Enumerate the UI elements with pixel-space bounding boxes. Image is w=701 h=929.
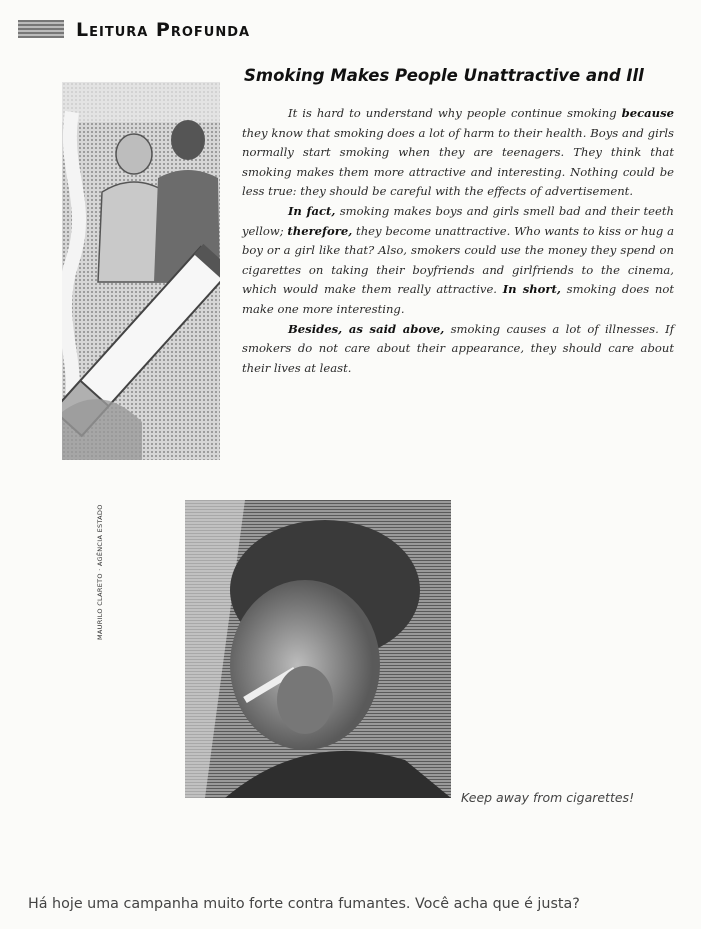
paragraph-1-text-b: they know that smoking does a lot of harm to their health. Boys and girls normally start smoking when they are teenagers. They think that smoking makes them more attractive and interesting. Nothing could be less true: they should be careful with the effects of advertisement. <box>242 125 674 199</box>
connector-in-short: In short, <box>502 282 561 297</box>
cigarette-illustration <box>62 82 220 460</box>
paragraph-1 <box>242 104 674 202</box>
connector-therefore: therefore, <box>287 223 353 238</box>
paragraph-3 <box>242 320 674 379</box>
photo-credit: MAURILO CLARETO · AGÊNCIA ESTADO <box>96 504 104 640</box>
section-title: Leitura Profunda <box>76 19 251 41</box>
paragraph-3-text: smoking causes a lot of illnesses. If smokers do not care about their appearance, they should care about their lives at least. <box>242 321 674 375</box>
discussion-question: Há hoje uma campanha muito forte contra fumantes. Você acha que é justa? <box>28 896 580 912</box>
connector-in-fact: In fact, <box>288 203 336 218</box>
photo-caption: Keep away from cigarettes! <box>461 790 635 805</box>
paragraph-2-text-a: smoking makes boys and girls smell bad and their teeth yellow; <box>242 203 674 238</box>
article-title: Smoking Makes People Unattractive and Ill <box>244 66 644 85</box>
paragraph-2 <box>242 202 674 320</box>
paragraph-2-text-b: they become unattractive. Who wants to kiss or hug a boy or a girl like that? Also, smokers could use the money they spend on cigarettes on taking their boyfriends and girlfriends to the cinema, which would make them really attractive. <box>242 223 674 297</box>
paragraph-1-text-a: It is hard to understand why people continue smoking <box>288 106 622 120</box>
smoker-photo <box>185 500 451 798</box>
connector-besides: Besides, as said above, <box>288 321 445 336</box>
paragraph-2-text-c: smoking does not make one more interesting. <box>242 282 674 316</box>
header-decoration-bar <box>18 20 64 38</box>
connector-because: because <box>621 106 674 120</box>
article-body <box>242 104 674 378</box>
